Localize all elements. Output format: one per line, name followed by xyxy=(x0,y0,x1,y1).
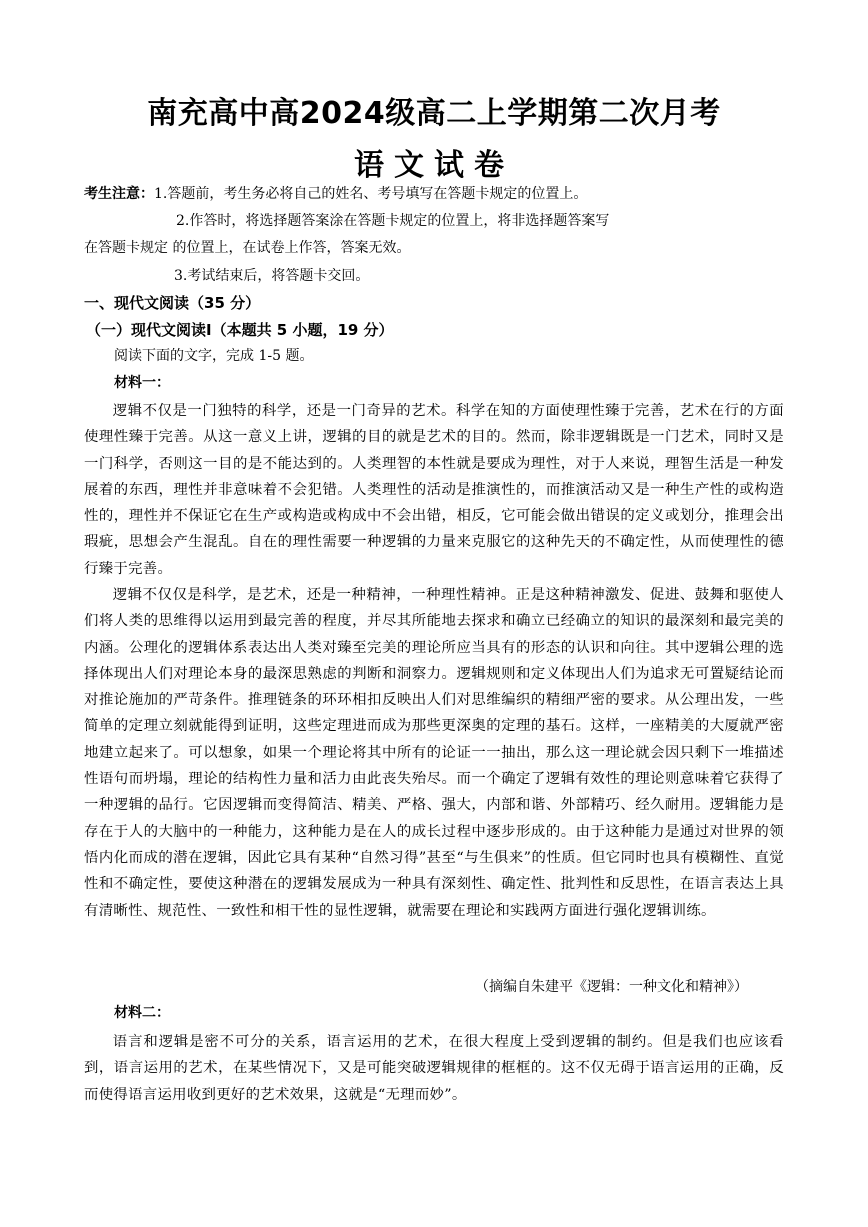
notice-item-2-line-1: 2.作答时，将选择题答案涂在答题卡规定的位置上，将非选择题答案写 xyxy=(176,213,610,229)
notice-label: 考生注意： xyxy=(84,186,154,202)
section-heading: 一、现代文阅读（35 分） xyxy=(84,294,261,312)
material-1-source: （摘编自朱建平《逻辑：一种文化和精神》） xyxy=(475,979,748,995)
sub-section-heading: （一）现代文阅读Ⅰ（本题共 5 小题，19 分） xyxy=(86,321,394,339)
notice-item-2-line-2: 在答题卡规定 的位置上，在试卷上作答，答案无效。 xyxy=(84,240,411,256)
material-1-paragraph-2: 逻辑不仅仅是科学，是艺术，还是一种精神，一种理性精神。正是这种精神激发、促进、鼓舞和驱使人们将人类的思维得以运用到最完善的程度，并尽其所能地去探求和确立已经确立的知识的最深刻和最完美的内涵。公理化的逻辑体系表达出人类对臻至完美的理论所应当具有的形态的认识和向往。其中逻辑公理的选择体现出人们对理论本身的最深思熟虑的判断和洞察力。逻辑规则和定义体现出人们为追求无可置疑结论而对推论施加的严苛条件。推理链条的环环相扣反映出人们对思维编织的精细严密的要求。从公理出发，一些简单的定理立刻就能得到证明，这些定理进而成为那些更深奥的定理的基石。这样，一座精美的大厦就严密地建立起来了。可以想象，如果一个理论将其中所有的论证一一抽出，那么这一理论就会因只剩下一堆描述性语句而坍塌，理论的结构性力量和活力由此丧失殆尽。而一个确定了逻辑有效性的理论则意味着它获得了一种逻辑的品行。它因逻辑而变得简洁、精美、严格、强大，内部和谐、外部精巧、经久耐用。逻辑能力是存在于人的大脑中的一种能力，这种能力是在人的成长过程中逐步形成的。由于这种能力是通过对世界的领悟内化而成的潜在逻辑，因此它具有某种“自然习得”甚至“与生俱来”的性质。但它同时也具有模糊性、直觉性和不确定性，要使这种潜在的逻辑发展成为一种具有深刻性、确定性、批判性和反思性，在语言表达上具有清晰性、规范性、一致性和相干性的显性逻辑，就需要在理论和实践两方面进行强化逻辑训练。 xyxy=(84,587,784,919)
notice-item-3: 3.考试结束后，将答题卡交回。 xyxy=(174,268,370,284)
notice-line-1 xyxy=(84,184,587,204)
reading-instruction: 阅读下面的文字，完成 1-5 题。 xyxy=(114,348,314,364)
material-1-paragraph-1: 逻辑不仅是一门独特的科学，还是一门奇异的艺术。科学在知的方面使理性臻于完善，艺术在行的方面使理性臻于完善。从这一意义上讲，逻辑的目的就是艺术的目的。然而，除非逻辑既是一门艺术，同时又是一门科学，否则这一目的是不能达到的。人类理智的本性就是要成为理性，对于人来说，理智生活是一种发展着的东西，理性并非意味着不会犯错。人类理性的活动是推演性的，而推演活动又是一种生产性的或构造性的，理性并不保证它在生产或构造或构成中不会出错，相反，它可能会做出错误的定义或划分，推理会出瑕疵，思想会产生混乱。自在的理性需要一种逻辑的力量来克服它的这种先天的不确定性，从而使理性的德行臻于完善。 xyxy=(84,403,784,577)
material-2-label: 材料二： xyxy=(114,1005,170,1021)
exam-subtitle: 语文试卷 xyxy=(354,148,514,183)
material-2-paragraph-1: 语言和逻辑是密不可分的关系，语言运用的艺术，在很大程度上受到逻辑的制约。但是我们也应该看到，语言运用的艺术，在某些情况下，又是可能突破逻辑规律的框框的。这不仅无碍于语言运用的正确，反而使得语言运用收到更好的艺术效果，这就是“无理而妙”。 xyxy=(84,1034,784,1103)
material-1-label: 材料一： xyxy=(114,375,170,391)
exam-title: 南充高中高2024级高二上学期第二次月考 xyxy=(147,96,721,131)
notice-item-1: 1.答题前，考生务必将自己的姓名、考号填写在答题卡规定的位置上。 xyxy=(154,186,588,202)
